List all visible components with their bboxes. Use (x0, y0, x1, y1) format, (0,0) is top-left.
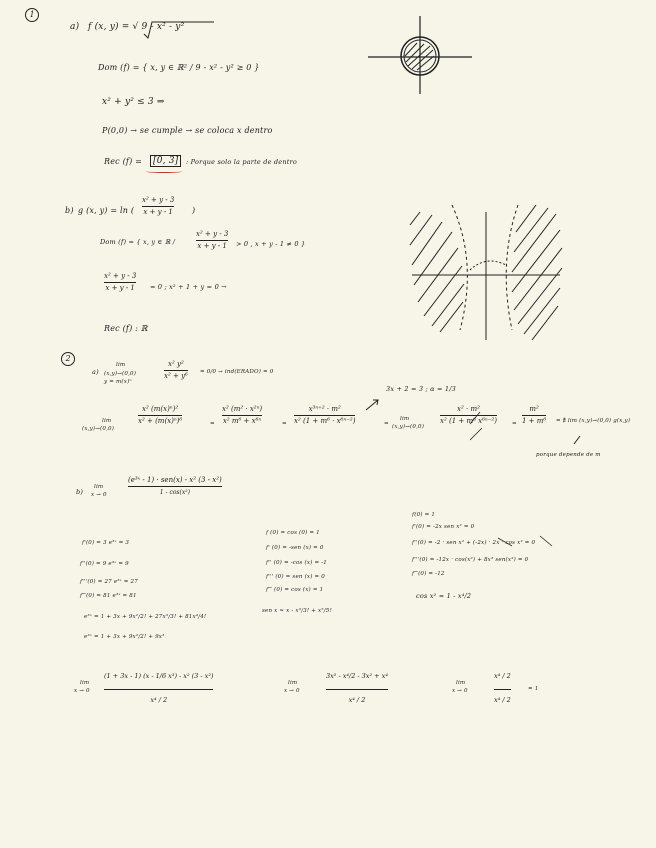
strike-marks (498, 536, 552, 546)
derivative-line: f⁗ (0) = cos (x) = 1 (266, 587, 324, 593)
derivative-line: f⁗(0) = -12 (412, 571, 445, 577)
problem-2-number: 2 (61, 352, 75, 366)
p2a-label: a) (92, 368, 99, 376)
derivative-line: f'(0) = 3 e³ˣ = 3 (82, 540, 130, 546)
p2b-taylor-cos: cos x² ≈ 1 - x⁴/2 (416, 592, 472, 600)
p2b-final-lim-1: lim (80, 680, 90, 686)
p2b-final-result: = 1 (528, 686, 539, 692)
p2a-chain-lim: lim (102, 418, 112, 424)
derivative-line: f''(0) = -2 · sen x² + (-2x) · 2x · cos x² = 0 (412, 540, 536, 546)
p2b-final-lim-sub-3: x → 0 (452, 688, 468, 694)
p2a-lim-sub2: y = m(x)ⁿ (104, 379, 132, 385)
p1b-range: Rec (f) : ℝ (104, 324, 148, 333)
p2b-final-lim-sub-2: x → 0 (284, 688, 300, 694)
p2b-label: b) (76, 488, 84, 496)
fraction-numerator: x² (m(x)ⁿ)² (142, 405, 179, 413)
fraction-numerator: x² (m² · x²ⁿ) (222, 405, 263, 413)
equals-sign: = (384, 421, 389, 427)
p2a-side-note: 3x + 2 = 3 ; α = 1/3 (386, 385, 456, 393)
fraction-denominator: x⁴ / 2 (150, 696, 168, 704)
p2b-lim-sub: x → 0 (91, 492, 107, 498)
p2a-chain-lim-sub-2: (x,y)→(0,0) (392, 424, 425, 430)
p1a-range-prefix: Rec (f) = (104, 157, 143, 166)
p1a-range-note: : Porque solo la parte de dentro (186, 158, 297, 166)
fraction-numerator: (1 + 3x - 1) (x - 1/6 x³) - x² (3 - x²) (104, 672, 214, 680)
fraction-denominator: 1 - cos(x²) (159, 489, 190, 496)
p2a-chain-end: = ∄ lim (x,y)→(0,0) g(x,y) (556, 418, 631, 424)
derivative-line: f'''(0) = -12x · cos(x²) + 8x³ sen(x²) = 0 (412, 557, 529, 563)
p2b-final-lim-2: lim (288, 680, 298, 686)
derivative-line: f⁗(0) = 81 e³ˣ = 81 (80, 593, 137, 599)
fraction-numerator: x² + y - 3 (196, 230, 229, 238)
fraction-numerator: x² · m² (457, 405, 480, 413)
p2b-taylor-sin: sen x ≈ x - x³/3! + x⁵/5! (262, 608, 332, 614)
p1b-function-prefix: g (x, y) = ln ( (78, 206, 135, 215)
fraction-denominator: 1 + m⁶ (522, 417, 547, 425)
derivative-line: f(0) = 1 (412, 512, 436, 518)
cancel-marks (470, 412, 482, 440)
derivative-line: f'(0) = -2x sen x² = 0 (412, 524, 475, 530)
fraction-numerator: x² + y - 3 (142, 196, 175, 204)
p1b-domain-suffix: > 0 , x + y - 1 ≠ 0 } (236, 240, 306, 248)
p1b-label: b) (65, 206, 74, 215)
p2b-lim: lim (94, 484, 104, 490)
fraction-denominator: x² m⁶ + x⁶ⁿ (222, 417, 262, 425)
fraction-numerator: x² y² (168, 360, 184, 368)
p1a-test-point: P(0,0) → se cumple → se coloca x dentro (102, 126, 273, 135)
fraction-numerator: (e³ˣ - 1) · sen(x) - x² (3 - x²) (128, 476, 222, 484)
fraction-denominator: x² (1 + m⁶ x⁶ⁿ⁻²) (440, 417, 497, 425)
p1a-range-value: [0, 3] (150, 155, 181, 167)
fraction-numerator: x³ⁿ⁺² · m² (308, 405, 341, 413)
derivative-line: f (0) = cos (0) = 1 (266, 530, 320, 536)
p1b-function-suffix: ) (192, 206, 196, 215)
derivative-line: f'' (0) = -cos (x) = -1 (266, 560, 327, 566)
derivative-line: f''(0) = 9 e³ˣ = 9 (80, 561, 129, 567)
equals-sign: = (210, 421, 215, 427)
fraction-numerator: x² + y - 3 (104, 272, 137, 280)
p2a-note: porque depende de m (536, 452, 601, 458)
p1a-function: f (x, y) = √ 9 - x² - y² (88, 22, 185, 32)
fraction-denominator: x + y - 1 (105, 284, 135, 292)
p2b-taylor-exp-1: e³ˣ = 1 + 3x + 9x²/2! + 27x³/3! + 81x⁴/4! (84, 614, 207, 620)
p2b-final-lim-3: lim (456, 680, 466, 686)
fraction-denominator: x⁴ / 2 (494, 696, 511, 704)
equals-sign: = (282, 421, 287, 427)
fraction-denominator: x² + (m(x)ⁿ)⁶ (138, 417, 183, 425)
fraction-denominator: x + y - 1 (197, 242, 227, 250)
fraction-denominator: x² (1 + m⁶ · x⁶ⁿ⁻²) (294, 417, 356, 425)
p1a-domain: Dom (f) = { x, y ∈ ℝ² / 9 - x² - y² ≥ 0 } (98, 63, 260, 72)
p2b-taylor-exp-2: e³ˣ = 1 + 3x + 9x²/2! + 9x³ (84, 634, 165, 640)
p1a-inequality: x² + y² ≤ 3 ⇒ (102, 97, 165, 107)
derivative-line: f' (0) = -sen (x) = 0 (266, 545, 324, 551)
p2a-lim: lim (116, 362, 126, 368)
arrow-to-side-note (366, 400, 378, 410)
p2a-indeterminate: = 0/0 → ind(ERADO) = 0 (200, 369, 274, 375)
sqrt-symbol (144, 22, 214, 38)
fraction-denominator: x⁴ / 2 (348, 696, 366, 704)
fraction-denominator: x + y - 1 (143, 208, 173, 216)
p1b-domain-prefix: Dom (f) = { x, y ∈ ℝ / (100, 238, 176, 246)
problem-1-number: 1 (25, 8, 39, 22)
derivative-line: f''' (0) = sen (x) = 0 (266, 574, 325, 580)
p1b-equation-suffix: = 0 ; x² + 1 + y = 0 → (150, 283, 227, 291)
fraction-denominator: x² + y⁶ (164, 372, 188, 380)
fraction-numerator: 3x² - x⁴/2 - 3x² + x⁴ (326, 672, 388, 680)
arrow-to-note (574, 436, 580, 444)
derivative-line: f'''(0) = 27 e³ˣ = 27 (80, 579, 138, 585)
p2a-lim-sub1: (x,y)→(0,0) (104, 371, 137, 377)
p2a-chain-lim-2: lim (400, 416, 410, 422)
fraction-numerator: m² (529, 405, 539, 413)
equals-sign: = (512, 421, 517, 427)
p2a-chain-lim-sub: (x,y)→(0,0) (82, 426, 115, 432)
disk-sketch (368, 16, 472, 94)
p1a-label: a) (70, 22, 80, 32)
region-sketch (410, 205, 562, 340)
fraction-numerator: x⁴ / 2 (494, 672, 511, 680)
p2b-final-lim-sub-1: x → 0 (74, 688, 90, 694)
